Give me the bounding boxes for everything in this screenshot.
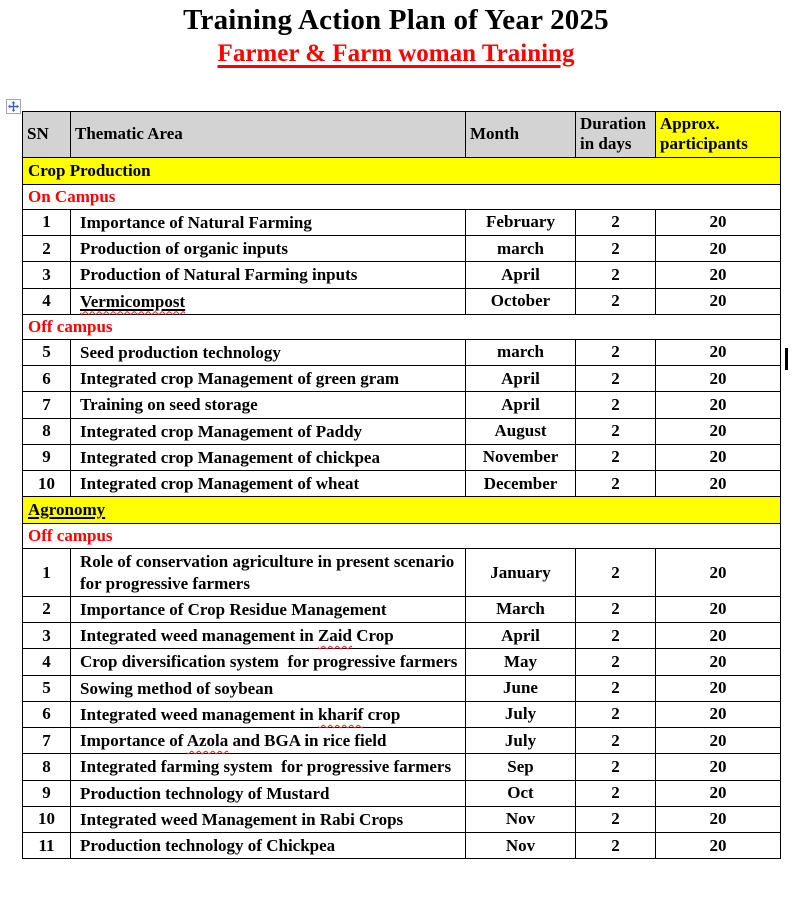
duration-cell[interactable]: 2: [576, 754, 656, 780]
topic-cell[interactable]: [71, 209, 466, 235]
sn-cell[interactable]: 2: [23, 236, 71, 262]
section-subheader-row: [23, 184, 781, 209]
topic-text: Integrated weed Management in Rabi Crops: [80, 809, 404, 829]
participants-cell[interactable]: 20: [656, 262, 781, 288]
topic-text: Integrated crop Management of chickpea: [80, 447, 380, 467]
header-duration[interactable]: Duration in days: [576, 112, 656, 158]
training-plan-table: [22, 111, 781, 859]
sn-cell[interactable]: 3: [23, 623, 71, 649]
month-cell[interactable]: October: [466, 288, 576, 314]
header-thematic-area[interactable]: Thematic Area: [71, 112, 466, 158]
sn-cell[interactable]: 7: [23, 392, 71, 418]
topic-cell[interactable]: [71, 236, 466, 262]
table-row: [23, 623, 781, 649]
topic-cell[interactable]: [71, 418, 466, 444]
header-row: [23, 112, 781, 158]
topic-cell[interactable]: [71, 339, 466, 365]
section-label: On Campus: [28, 186, 116, 206]
month-cell[interactable]: April: [466, 366, 576, 392]
duration-cell[interactable]: 2: [576, 549, 656, 597]
month-cell[interactable]: April: [466, 262, 576, 288]
topic-text: Role of conservation agriculture in present scenario for progressive farmers: [80, 552, 459, 593]
month-cell[interactable]: Sep: [466, 754, 576, 780]
duration-cell[interactable]: 2: [576, 366, 656, 392]
table-row: [23, 754, 781, 780]
topic-cell[interactable]: [71, 728, 466, 754]
topic-cell[interactable]: [71, 780, 466, 806]
month-cell[interactable]: march: [466, 236, 576, 262]
topic-cell[interactable]: [71, 366, 466, 392]
participants-cell[interactable]: 20: [656, 366, 781, 392]
participants-cell[interactable]: 20: [656, 418, 781, 444]
sn-cell[interactable]: 1: [23, 549, 71, 597]
month-cell[interactable]: March: [466, 596, 576, 622]
topic-cell[interactable]: [71, 444, 466, 470]
participants-cell[interactable]: 20: [656, 209, 781, 235]
sn-cell[interactable]: 7: [23, 728, 71, 754]
duration-cell[interactable]: 2: [576, 675, 656, 701]
month-cell[interactable]: July: [466, 701, 576, 727]
duration-cell[interactable]: 2: [576, 780, 656, 806]
topic-cell[interactable]: [71, 596, 466, 622]
header-sn[interactable]: SN: [23, 112, 71, 158]
duration-cell[interactable]: 2: [576, 444, 656, 470]
participants-cell[interactable]: 20: [656, 471, 781, 497]
month-cell[interactable]: Nov: [466, 806, 576, 832]
topic-text: Production technology of Mustard: [80, 783, 330, 803]
table-row: [23, 833, 781, 859]
topic-cell[interactable]: [71, 833, 466, 859]
topic-text: Sowing method of soybean: [80, 678, 274, 698]
month-cell[interactable]: April: [466, 392, 576, 418]
duration-cell[interactable]: 2: [576, 806, 656, 832]
participants-cell[interactable]: 20: [656, 444, 781, 470]
header-month[interactable]: Month: [466, 112, 576, 158]
duration-cell[interactable]: 2: [576, 623, 656, 649]
participants-cell[interactable]: 20: [656, 649, 781, 675]
topic-cell[interactable]: [71, 471, 466, 497]
sn-cell[interactable]: 10: [23, 471, 71, 497]
topic-cell[interactable]: [71, 675, 466, 701]
duration-cell[interactable]: 2: [576, 649, 656, 675]
header-participants[interactable]: Approx. participants: [656, 112, 781, 158]
sn-cell[interactable]: 11: [23, 833, 71, 859]
month-cell[interactable]: march: [466, 339, 576, 365]
month-cell[interactable]: Oct: [466, 780, 576, 806]
sn-cell[interactable]: 8: [23, 754, 71, 780]
duration-cell[interactable]: 2: [576, 418, 656, 444]
duration-cell[interactable]: 2: [576, 392, 656, 418]
participants-cell[interactable]: 20: [656, 549, 781, 597]
month-cell[interactable]: May: [466, 649, 576, 675]
month-cell[interactable]: July: [466, 728, 576, 754]
topic-cell[interactable]: [71, 649, 466, 675]
section-category-cell[interactable]: [23, 497, 781, 524]
section-subheader-row: [23, 314, 781, 339]
month-cell[interactable]: Nov: [466, 833, 576, 859]
table-row: [23, 596, 781, 622]
month-cell[interactable]: April: [466, 623, 576, 649]
topic-text: Seed production technology: [80, 342, 281, 362]
topic-text: Importance of Azola and BGA in rice field: [80, 731, 387, 751]
participants-cell[interactable]: 20: [656, 596, 781, 622]
duration-cell[interactable]: 2: [576, 236, 656, 262]
table-row: [23, 806, 781, 832]
topic-text: Integrated crop Management of green gram: [80, 369, 399, 389]
month-cell[interactable]: December: [466, 471, 576, 497]
participants-cell[interactable]: 20: [656, 701, 781, 727]
document-title: Training Action Plan of Year 2025: [183, 4, 609, 36]
table-row: [23, 262, 781, 288]
duration-cell[interactable]: 2: [576, 833, 656, 859]
topic-cell[interactable]: [71, 701, 466, 727]
topic-text: [80, 292, 185, 311]
topic-text: Integrated crop Management of Paddy: [80, 421, 363, 441]
table-row: [23, 366, 781, 392]
duration-cell[interactable]: 2: [576, 728, 656, 754]
topic-text: Production of Natural Farming inputs: [80, 265, 358, 285]
sn-cell[interactable]: 5: [23, 675, 71, 701]
topic-text: Production technology of Chickpea: [80, 836, 336, 856]
sn-cell[interactable]: 3: [23, 262, 71, 288]
table-body: [23, 157, 781, 859]
duration-cell[interactable]: 2: [576, 288, 656, 314]
table-row: [23, 675, 781, 701]
section-label: Off campus: [28, 526, 113, 546]
misspelled-word: Azola: [186, 731, 229, 751]
month-cell[interactable]: February: [466, 209, 576, 235]
sn-cell[interactable]: 1: [23, 209, 71, 235]
participants-cell[interactable]: 20: [656, 288, 781, 314]
section-subheader-cell[interactable]: [23, 524, 781, 549]
participants-cell[interactable]: 20: [656, 780, 781, 806]
participants-cell[interactable]: 20: [656, 833, 781, 859]
table-row: [23, 444, 781, 470]
topic-text: Production of organic inputs: [80, 239, 288, 259]
topic-text: Importance of Natural Farming: [80, 212, 312, 232]
month-cell[interactable]: January: [466, 549, 576, 597]
topic-cell[interactable]: [71, 806, 466, 832]
table-row: [23, 209, 781, 235]
participants-cell[interactable]: 20: [656, 392, 781, 418]
document-page: [0, 4, 792, 856]
section-subheader-row: [23, 524, 781, 549]
duration-cell[interactable]: 2: [576, 596, 656, 622]
document-subtitle: Farmer & Farm woman Training: [217, 40, 575, 67]
section-label: Off campus: [28, 316, 113, 336]
topic-text: Crop diversification system for progressive farmers: [80, 652, 458, 672]
section-label: Agronomy: [28, 500, 106, 520]
sn-cell[interactable]: 8: [23, 418, 71, 444]
duration-cell[interactable]: 2: [576, 471, 656, 497]
topic-text: Integrated weed management in kharif crop: [80, 704, 401, 724]
participants-cell[interactable]: 20: [656, 675, 781, 701]
table-row: [23, 701, 781, 727]
topic-cell[interactable]: [71, 262, 466, 288]
section-subheader-cell[interactable]: [23, 184, 781, 209]
sn-cell[interactable]: 6: [23, 701, 71, 727]
topic-cell[interactable]: [71, 549, 466, 597]
misspelled-word: kharif: [317, 704, 364, 724]
topic-text: Integrated farming system for progressive farmers: [80, 757, 452, 777]
sn-cell[interactable]: 5: [23, 339, 71, 365]
duration-cell[interactable]: 2: [576, 339, 656, 365]
month-cell[interactable]: June: [466, 675, 576, 701]
duration-cell[interactable]: 2: [576, 262, 656, 288]
participants-cell[interactable]: 20: [656, 754, 781, 780]
topic-cell[interactable]: [71, 754, 466, 780]
table-header: [23, 112, 781, 158]
topic-cell[interactable]: [71, 392, 466, 418]
table-row: [23, 288, 781, 314]
participants-cell[interactable]: 20: [656, 623, 781, 649]
month-cell[interactable]: November: [466, 444, 576, 470]
section-category-row: [23, 157, 781, 184]
participants-cell[interactable]: 20: [656, 236, 781, 262]
table-row: [23, 418, 781, 444]
section-category-row: [23, 497, 781, 524]
table-row: [23, 339, 781, 365]
topic-text: Integrated crop Management of wheat: [80, 474, 360, 494]
table-row: [23, 780, 781, 806]
table-row: [23, 471, 781, 497]
table-row: [23, 549, 781, 597]
section-label: Crop Production: [28, 160, 151, 180]
sn-cell[interactable]: 2: [23, 596, 71, 622]
topic-text: Integrated weed management in Zaid Crop: [80, 626, 394, 646]
misspelled-word: Vermicompost: [80, 291, 186, 311]
table-move-handle[interactable]: [6, 99, 21, 114]
sn-cell[interactable]: 4: [23, 288, 71, 314]
text-cursor: [785, 348, 788, 370]
month-cell[interactable]: August: [466, 418, 576, 444]
sn-cell[interactable]: 4: [23, 649, 71, 675]
section-category-cell[interactable]: [23, 157, 781, 184]
table-row: [23, 236, 781, 262]
table-row: [23, 728, 781, 754]
participants-cell[interactable]: 20: [656, 728, 781, 754]
duration-cell[interactable]: 2: [576, 209, 656, 235]
participants-cell[interactable]: 20: [656, 806, 781, 832]
duration-cell[interactable]: 2: [576, 701, 656, 727]
participants-cell[interactable]: 20: [656, 339, 781, 365]
table-row: [23, 649, 781, 675]
sn-cell[interactable]: 9: [23, 780, 71, 806]
topic-text: Importance of Crop Residue Management: [80, 599, 387, 619]
sn-cell[interactable]: 6: [23, 366, 71, 392]
misspelled-word: Zaid: [317, 626, 352, 646]
section-subheader-cell[interactable]: [23, 314, 781, 339]
table-row: [23, 392, 781, 418]
topic-text: Training on seed storage: [80, 395, 258, 415]
sn-cell[interactable]: 10: [23, 806, 71, 832]
topic-cell[interactable]: [71, 288, 466, 314]
topic-cell[interactable]: [71, 623, 466, 649]
four-way-move-arrow-icon: [8, 101, 19, 112]
sn-cell[interactable]: 9: [23, 444, 71, 470]
